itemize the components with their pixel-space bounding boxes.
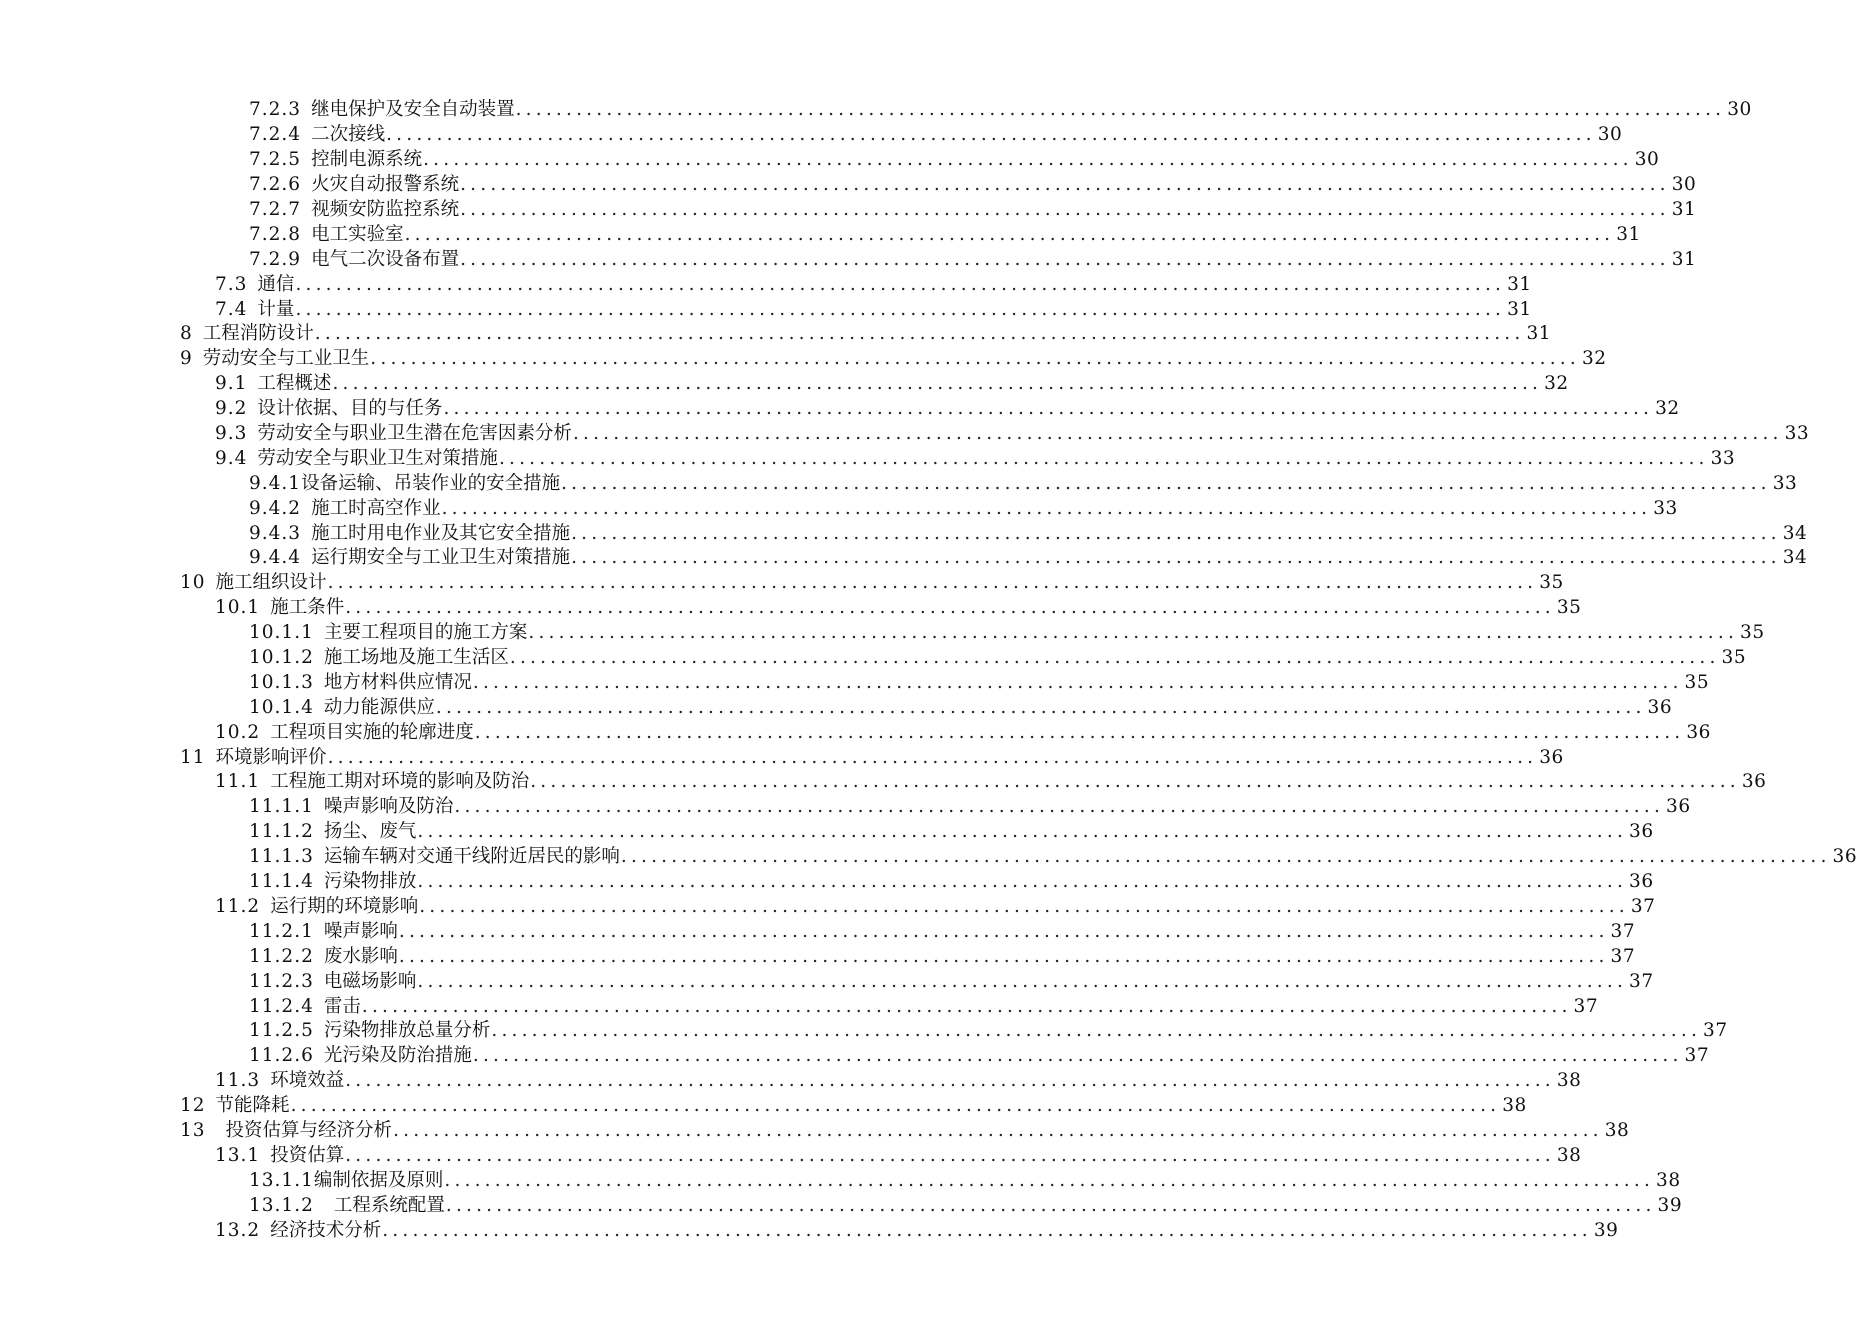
toc-entry-title: 运输车辆对交通干线附近居民的影响: [323, 846, 620, 868]
toc-entry-title: 设计依据、目的与任务: [257, 398, 443, 420]
toc-entry-title: 工程项目实施的轮廓进度: [270, 721, 474, 743]
toc-entry-page-number: 30: [1597, 124, 1623, 146]
toc-entry-number: 7.2.5: [249, 149, 302, 171]
toc-entry-page-number: 31: [1671, 248, 1697, 270]
toc-leader-dots: ........................................................................................................................: [515, 99, 1726, 121]
toc-entry-page-number: 31: [1671, 199, 1697, 220]
toc-leader-dots: ........................................................................................................................: [332, 373, 1543, 395]
toc-entry-number: 7.2.8: [249, 223, 302, 245]
toc-leader-dots: ........................................................................................................................: [345, 1070, 1555, 1092]
toc-leader-dots: ........................................................................................................................: [417, 970, 1628, 992]
toc-entry-title: 二次接线: [311, 124, 386, 146]
toc-entry-title: 通信: [257, 273, 295, 295]
toc-entry-number: 13.1: [215, 1144, 261, 1166]
toc-entry-title: 噪声影响: [323, 920, 398, 942]
toc-leader-dots: ........................................................................................................................: [441, 497, 1652, 519]
toc-entry-title: 施工组织设计: [215, 572, 327, 594]
toc-leader-dots: ........................................................................................................................: [386, 124, 1596, 146]
toc-entry-title: 控制电源系统: [311, 149, 423, 171]
toc-entry[interactable]: [0, 820, 1654, 845]
toc-entry-title: 经济技术分析: [270, 1219, 382, 1241]
toc-leader-dots: ........................................................................................................................: [393, 1119, 1603, 1141]
toc-entry-page-number: 32: [1581, 348, 1607, 370]
toc-entry-page-number: 36: [1647, 696, 1673, 718]
toc-entry-page-number: 38: [1656, 1169, 1681, 1191]
toc-entry-page-number: 30: [1634, 149, 1660, 171]
toc-leader-dots: ........................................................................................................................: [530, 771, 1740, 793]
toc-leader-dots: ........................................................................................................................: [382, 1219, 1592, 1241]
toc-entry[interactable]: [0, 322, 1552, 347]
toc-entry-number: 11.1.4: [249, 871, 314, 893]
toc-entry-number: 10.1.3: [249, 671, 314, 693]
toc-entry[interactable]: [0, 670, 1710, 695]
toc-entry[interactable]: [0, 148, 1660, 173]
toc-entry-title: 劳动安全与职业卫生对策措施: [257, 447, 498, 469]
toc-entry[interactable]: [0, 173, 1697, 198]
toc-entry-title: 火灾自动报警系统: [311, 174, 460, 196]
toc-entry[interactable]: [0, 646, 1747, 671]
toc-leader-dots: ........................................................................................................................: [445, 1194, 1656, 1216]
toc-entry-number: 13.1.2: [249, 1194, 314, 1216]
table-of-contents: [0, 98, 1857, 1243]
toc-entry-title: 地方材料供应情况: [323, 671, 472, 693]
toc-leader-dots: ........................................................................................................................: [561, 472, 1771, 494]
toc-entry-page-number: 31: [1526, 323, 1552, 345]
toc-entry-title: 施工时用电作业及其它安全措施: [311, 522, 571, 544]
toc-entry[interactable]: [0, 1143, 1582, 1168]
toc-entry[interactable]: [0, 994, 1599, 1019]
toc-entry-title: 节能降耗: [215, 1095, 290, 1117]
toc-entry-page-number: 32: [1544, 373, 1569, 395]
toc-entry[interactable]: [0, 745, 1564, 770]
toc-entry[interactable]: [0, 695, 1673, 720]
toc-entry-number: 7.2.3: [249, 99, 302, 121]
toc-entry[interactable]: [0, 272, 1532, 297]
toc-entry-number: 11.3: [215, 1070, 261, 1092]
toc-entry[interactable]: [0, 347, 1607, 372]
toc-entry-title: 投资估算与经济分析: [225, 1119, 393, 1141]
toc-entry[interactable]: [0, 123, 1623, 148]
toc-entry-title: 施工条件: [270, 597, 345, 619]
toc-entry-page-number: 35: [1721, 647, 1747, 669]
toc-leader-dots: ........................................................................................................................: [472, 671, 1683, 693]
toc-entry-page-number: 39: [1593, 1219, 1619, 1241]
toc-leader-dots: ........................................................................................................................: [460, 174, 1670, 196]
toc-entry-number: 10.1.1: [249, 622, 314, 644]
toc-entry[interactable]: [0, 795, 1691, 820]
toc-entry-number: 9.4: [215, 447, 248, 469]
toc-entry[interactable]: [0, 546, 1808, 571]
toc-entry[interactable]: [0, 1119, 1630, 1144]
toc-leader-dots: ........................................................................................................................: [509, 647, 1720, 669]
toc-leader-dots: ........................................................................................................................: [454, 796, 1665, 818]
toc-entry-page-number: 37: [1630, 895, 1656, 917]
toc-entry[interactable]: [0, 1094, 1527, 1119]
toc-entry-title: 工程概述: [257, 373, 332, 395]
toc-entry-title: 光污染及防治措施: [323, 1045, 472, 1067]
toc-entry-page-number: 31: [1507, 273, 1532, 295]
toc-entry-title: 施工场地及施工生活区: [323, 647, 509, 669]
toc-entry-number: 11.1.2: [249, 821, 314, 843]
toc-leader-dots: ........................................................................................................................: [361, 995, 1572, 1017]
toc-entry-page-number: 33: [1710, 447, 1736, 469]
toc-entry-page-number: 38: [1556, 1144, 1582, 1166]
toc-entry[interactable]: [0, 422, 1810, 447]
toc-entry-page-number: 30: [1671, 174, 1697, 196]
toc-leader-dots: ........................................................................................................................: [290, 1095, 1501, 1117]
toc-entry-page-number: 38: [1556, 1070, 1582, 1092]
toc-entry-number: 10.1.2: [249, 647, 314, 669]
toc-entry-title: 扬尘、废气: [323, 821, 417, 843]
toc-entry-number: 9.2: [215, 398, 248, 420]
toc-entry-page-number: 32: [1655, 398, 1680, 420]
toc-leader-dots: ........................................................................................................................: [460, 248, 1670, 270]
toc-entry-page-number: 36: [1539, 746, 1564, 768]
toc-entry[interactable]: [0, 1044, 1710, 1069]
toc-entry[interactable]: [0, 596, 1582, 621]
toc-entry[interactable]: [0, 247, 1697, 272]
toc-entry-number: 9.4.1: [249, 472, 302, 494]
toc-entry-title: 投资估算: [270, 1144, 345, 1166]
toc-leader-dots: ........................................................................................................................: [295, 273, 1506, 295]
toc-entry[interactable]: [0, 496, 1678, 521]
toc-leader-dots: ........................................................................................................................: [474, 721, 1685, 743]
toc-leader-dots: ........................................................................................................................: [417, 871, 1628, 893]
toc-entry-number: 11.1.3: [249, 846, 314, 868]
toc-entry-page-number: 36: [1686, 721, 1711, 743]
toc-entry-number: 11.2.1: [249, 920, 314, 942]
toc-entry-number: 13.1.1: [249, 1169, 314, 1191]
toc-entry-page-number: 30: [1727, 99, 1752, 121]
toc-entry[interactable]: [0, 621, 1765, 646]
toc-entry-number: 7.2.7: [249, 199, 302, 220]
toc-entry-title: 主要工程项目的施工方案: [323, 622, 528, 644]
toc-entry-title: 工程施工期对环境的影响及防治: [270, 771, 530, 793]
toc-leader-dots: ........................................................................................................................: [398, 945, 1609, 967]
toc-entry-title: 污染物排放: [323, 871, 417, 893]
toc-entry-title: 编制依据及原则: [313, 1169, 444, 1191]
toc-entry-number: 9.4.4: [249, 547, 302, 569]
toc-leader-dots: ........................................................................................................................: [435, 696, 1646, 718]
toc-entry-page-number: 37: [1573, 995, 1599, 1017]
toc-entry[interactable]: [0, 845, 1857, 870]
toc-entry-page-number: 38: [1502, 1095, 1527, 1117]
toc-entry-page-number: 34: [1782, 547, 1808, 569]
toc-entry[interactable]: [0, 1193, 1683, 1218]
toc-entry-number: 13: [180, 1119, 206, 1141]
toc-leader-dots: ........................................................................................................................: [417, 821, 1628, 843]
toc-entry-title: 废水影响: [323, 945, 398, 967]
toc-entry-number: 8: [180, 323, 193, 345]
toc-leader-dots: ........................................................................................................................: [423, 149, 1633, 171]
toc-entry-page-number: 35: [1539, 572, 1564, 594]
toc-leader-dots: ........................................................................................................................: [528, 622, 1739, 644]
toc-entry[interactable]: [0, 571, 1564, 596]
toc-entry-title: 工程消防设计: [202, 323, 314, 345]
toc-leader-dots: ........................................................................................................................: [398, 920, 1609, 942]
toc-entry[interactable]: [0, 895, 1656, 920]
toc-entry[interactable]: [0, 870, 1654, 895]
toc-entry[interactable]: [0, 1019, 1728, 1044]
toc-entry-number: 9.1: [215, 373, 248, 395]
toc-entry-title: 视频安防监控系统: [311, 199, 460, 220]
toc-entry-number: 10.1.4: [249, 696, 314, 718]
toc-entry-number: 11.2.2: [249, 945, 314, 967]
toc-entry[interactable]: [0, 944, 1636, 969]
toc-entry[interactable]: [0, 1168, 1681, 1193]
toc-leader-dots: ........................................................................................................................: [345, 1144, 1555, 1166]
toc-entry-page-number: 36: [1629, 821, 1654, 843]
toc-entry[interactable]: [0, 1069, 1582, 1094]
toc-entry-number: 12: [180, 1095, 206, 1117]
toc-entry-number: 11: [180, 746, 206, 768]
toc-entry-title: 雷击: [323, 995, 361, 1017]
toc-entry-page-number: 35: [1684, 671, 1710, 693]
toc-entry-page-number: 37: [1610, 945, 1636, 967]
toc-entry-page-number: 31: [1616, 223, 1641, 245]
toc-entry-number: 9.4.2: [249, 497, 302, 519]
toc-entry-number: 10.2: [215, 721, 261, 743]
toc-entry[interactable]: [0, 222, 1641, 247]
toc-entry-page-number: 33: [1784, 423, 1810, 445]
toc-entry-number: 11.2.3: [249, 970, 314, 992]
toc-entry[interactable]: [0, 919, 1636, 944]
toc-entry[interactable]: [0, 521, 1808, 546]
toc-entry-number: 9: [180, 348, 193, 370]
toc-entry-title: 电工实验室: [311, 223, 404, 245]
toc-leader-dots: ........................................................................................................................: [460, 199, 1670, 220]
toc-leader-dots: ........................................................................................................................: [571, 522, 1781, 544]
toc-leader-dots: ........................................................................................................................: [620, 846, 1831, 868]
toc-entry-number: 11.2: [215, 895, 261, 917]
toc-entry[interactable]: [0, 98, 1752, 123]
toc-entry-title: 环境影响评价: [215, 746, 327, 768]
toc-leader-dots: ........................................................................................................................: [314, 323, 1525, 345]
toc-entry-page-number: 37: [1684, 1045, 1710, 1067]
toc-entry-number: 13.2: [215, 1219, 261, 1241]
toc-entry-number: 9.3: [215, 423, 248, 445]
toc-entry-number: 7.2.6: [249, 174, 302, 196]
toc-entry-number: 11.2.5: [249, 1020, 314, 1042]
toc-entry-number: 11.2.6: [249, 1045, 314, 1067]
toc-entry-title: 设备运输、吊装作业的安全措施: [301, 472, 561, 494]
toc-entry-title: 运行期的环境影响: [270, 895, 419, 917]
toc-entry-page-number: 36: [1832, 846, 1857, 868]
toc-entry-page-number: 31: [1507, 298, 1532, 320]
toc-entry-page-number: 35: [1556, 597, 1582, 619]
toc-leader-dots: ........................................................................................................................: [571, 547, 1781, 569]
toc-leader-dots: ........................................................................................................................: [295, 298, 1506, 320]
toc-entry-title: 劳动安全与职业卫生潜在危害因素分析: [257, 423, 572, 445]
toc-leader-dots: ........................................................................................................................: [327, 572, 1538, 594]
toc-entry-title: 环境效益: [270, 1070, 345, 1092]
toc-leader-dots: ........................................................................................................................: [498, 447, 1709, 469]
toc-entry-page-number: 36: [1741, 771, 1767, 793]
toc-entry[interactable]: [0, 297, 1532, 322]
toc-leader-dots: ........................................................................................................................: [491, 1020, 1702, 1042]
toc-entry-title: 污染物排放总量分析: [323, 1020, 491, 1042]
toc-entry-page-number: 35: [1740, 622, 1765, 644]
toc-entry-number: 9.4.3: [249, 522, 302, 544]
toc-entry-title: 施工时高空作业: [311, 497, 441, 519]
toc-entry-page-number: 37: [1610, 920, 1636, 942]
toc-entry-number: 7.3: [215, 273, 248, 295]
toc-entry-page-number: 37: [1703, 1020, 1728, 1042]
toc-entry[interactable]: [0, 969, 1654, 994]
toc-entry-page-number: 36: [1666, 796, 1691, 818]
toc-leader-dots: ........................................................................................................................: [443, 398, 1654, 420]
toc-entry-number: 7.2.4: [249, 124, 302, 146]
toc-leader-dots: ........................................................................................................................: [572, 423, 1783, 445]
toc-entry-number: 11.2.4: [249, 995, 314, 1017]
toc-entry-page-number: 39: [1657, 1194, 1683, 1216]
toc-entry[interactable]: [0, 720, 1711, 745]
toc-entry-title: 继电保护及安全自动装置: [311, 99, 515, 121]
toc-entry-title: 电磁场影响: [323, 970, 417, 992]
toc-entry-number: 11.1.1: [249, 796, 314, 818]
toc-leader-dots: ........................................................................................................................: [345, 597, 1555, 619]
toc-entry-page-number: 38: [1604, 1119, 1630, 1141]
toc-leader-dots: ........................................................................................................................: [419, 895, 1629, 917]
toc-entry-title: 运行期安全与工业卫生对策措施: [311, 547, 571, 569]
toc-entry[interactable]: [0, 1218, 1619, 1243]
toc-entry-page-number: 33: [1653, 497, 1678, 519]
toc-entry-number: 10.1: [215, 597, 261, 619]
toc-leader-dots: ........................................................................................................................: [327, 746, 1538, 768]
toc-leader-dots: ........................................................................................................................: [370, 348, 1580, 370]
toc-entry-page-number: 33: [1772, 472, 1798, 494]
toc-entry-page-number: 37: [1629, 970, 1654, 992]
toc-leader-dots: ........................................................................................................................: [404, 223, 1615, 245]
toc-entry-title: 动力能源供应: [323, 696, 435, 718]
toc-entry-title: 电气二次设备布置: [311, 248, 460, 270]
toc-entry[interactable]: [0, 397, 1680, 422]
toc-entry-page-number: 36: [1629, 871, 1654, 893]
toc-entry[interactable]: [0, 471, 1798, 496]
toc-entry-number: 7.4: [215, 298, 248, 320]
toc-entry[interactable]: [0, 770, 1767, 795]
toc-entry-page-number: 34: [1782, 522, 1808, 544]
toc-entry[interactable]: [0, 372, 1569, 397]
toc-entry-title: 计量: [257, 298, 295, 320]
toc-entry[interactable]: [0, 446, 1736, 471]
toc-entry-number: 10: [180, 572, 206, 594]
toc-leader-dots: ........................................................................................................................: [444, 1169, 1655, 1191]
toc-entry[interactable]: [0, 198, 1697, 223]
toc-leader-dots: ........................................................................................................................: [472, 1045, 1683, 1067]
toc-entry-title: 噪声影响及防治: [323, 796, 454, 818]
toc-entry-title: 劳动安全与工业卫生: [202, 348, 370, 370]
toc-entry-number: 7.2.9: [249, 248, 302, 270]
toc-entry-title: 工程系统配置: [333, 1194, 445, 1216]
toc-entry-number: 11.1: [215, 771, 261, 793]
